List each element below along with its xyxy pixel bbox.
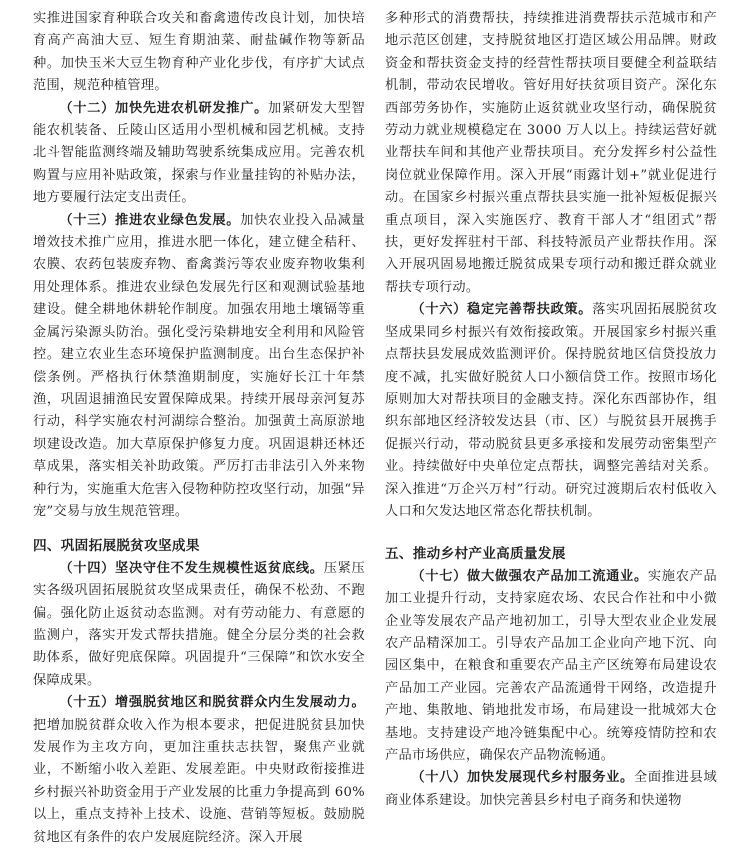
paragraph-12-text: 加紧研发大型智能农机装备、丘陵山区适用小型机械和园艺机械。支持北斗智能监测终端及辅助驾驶系统集成应用。完善农机购置与应用补贴政策，探索与作业量挂钩的补贴办法，地方要履行法定支出责任。 bbox=[33, 100, 365, 206]
paragraph-13-text: 加快农业投入品减量增效技术推广应用，推进水肥一体化，建立健全秸秆、农膜、农药包装废弃物、畜禽粪污等农业废弃物收集利用处理体系。推进农业绿色发展先行区和观测试验基地建设。健全耕地休耕轮作制度。加强农用地土壤镉等重金属污染源头防治。强化受污染耕地安全利用和风险管控。建立农业生态环境保护监测制度。出台生态保护补偿条例。严格执行休禁渔期制度，实施好长江十年禁渔，巩固退捕渔民安置保障成果。持续开展母亲河复苏行动，科学实施农村河湖综合整治。加强黄土高原淤地坝建设改造。加大草原保护修复力度。巩固退耕还林还草成果，落实相关补助政策。严厉打击非法引入外来物种行为，实施重大危害入侵物种防控攻坚行动，加强“异宠”交易与放生规范管理。 bbox=[33, 212, 366, 519]
paragraph-18-text: 全面推进县域商业体系建设。加快完善县乡村电子商务和快递物 bbox=[385, 770, 717, 808]
left-column bbox=[33, 8, 365, 849]
heading-12: （十二）加快先进农机研发推广。 bbox=[59, 100, 269, 116]
heading-18: （十八）加快发展现代乡村服务业。 bbox=[411, 770, 634, 786]
paragraph-15-text: 把增加脱贫群众收入作为根本要求，把促进脱贫县加快发展作为主攻方向，更加注重扶志扶智，聚焦产业就业，不断缩小收入差距、发展差距。中央财政衔接推进乡村振兴补助资金用于产业发展的比重力争提高到 60% 以上，重点支持补上技术、设施、营销等短板。鼓励脱贫地区有条件的农户发展庭院经济。深入开展 bbox=[33, 717, 365, 845]
heading-14: （十四）坚决守住不发生规模性返贫底线。 bbox=[59, 560, 324, 576]
paragraph-18 bbox=[385, 767, 717, 812]
paragraph-15 bbox=[33, 692, 365, 849]
paragraph-12 bbox=[33, 98, 365, 210]
section-5-title: 五、推动乡村产业高质量发展 bbox=[385, 546, 566, 563]
paragraph-17 bbox=[385, 566, 717, 768]
heading-15: （十五）增强脱贫地区和脱贫群众内生发展动力。 bbox=[59, 695, 365, 711]
paragraph-17-text: 实施农产品加工业提升行动，支持家庭农场、农民合作社和中小微企业等发展农产品产地初加工，引导大型农业企业发展农产品精深加工。引导农产品加工企业向产地下沉、向园区集中，在粮食和重要农产品主产区统筹布局建设农产品加工产业园。完善农产品流通骨干网络，改造提升产地、集散地、销地批发市场，布局建设一批城郊大仓基地。支持建设产地冷链集配中心。统筹疫情防控和农产品市场供应，确保农产品物流畅通。 bbox=[385, 568, 718, 763]
section-4-title: 四、巩固拓展脱贫攻坚成果 bbox=[33, 538, 200, 555]
heading-16: （十六）稳定完善帮扶政策。 bbox=[411, 302, 593, 318]
paragraph-13 bbox=[33, 210, 365, 524]
paragraph-14-text: 压紧压实各级巩固拓展脱贫攻坚成果责任，确保不松劲、不跑偏。强化防止返贫动态监测。对有劳动能力、有意愿的监测户，落实开发式帮扶措施。健全分层分类的社会救助体系，做好兜底保障。巩固提升“三保障”和饮水安全保障成果。 bbox=[33, 560, 365, 688]
paragraph-15-cont: 多种形式的消费帮扶，持续推进消费帮扶示范城市和产地示范区创建，支持脱贫地区打造区域公用品牌。财政资金和帮扶资金支持的经营性帮扶项目要健全利益联结机制，带动农民增收。管好用好扶贫项目资产。深化东西部劳务协作，实施防止返贫就业攻坚行动，确保脱贫劳动力就业规模稳定在 3000 万人以上。持续运营好就业帮扶车间和其他产业帮扶项目。充分发挥乡村公益性岗位就业保障作用。深入开展“雨露计划+”就业促进行动。在国家乡村振兴重点帮扶县实施一批补短板促振兴重点项目，深入实施医疗、教育干部人才“组团式”帮扶，更好发挥驻村干部、科技特派员产业帮扶作用。深入开展巩固易地搬迁脱贫成果专项行动和搬迁群众就业帮扶专项行动。 bbox=[385, 11, 717, 295]
paragraph-14 bbox=[33, 558, 365, 692]
heading-13: （十三）推进农业绿色发展。 bbox=[59, 212, 241, 228]
heading-17: （十七）做大做强农产品加工流通业。 bbox=[411, 568, 648, 584]
right-column bbox=[385, 8, 717, 812]
paragraph-16-text: 落实巩固拓展脱贫攻坚成果同乡村振兴有效衔接政策。开展国家乡村振兴重点帮扶县发展成效监测评价。保持脱贫地区信贷投放力度不减，扎实做好脱贫人口小额信贷工作。按照市场化原则加大对帮扶项目的金融支持。深化东西部协作，组织东部地区经济较发达县（市、区）与脱贫县开展携手促振兴行动，带动脱贫县更多承接和发展劳动密集型产业。持续做好中央单位定点帮扶，调整完善结对关系。深入推进“万企兴万村”行动。研究过渡期后农村低收入人口和欠发达地区常态化帮扶机制。 bbox=[385, 302, 718, 519]
paragraph-seed-breeding-cont: 实推进国家育种联合攻关和畜禽遗传改良计划，加快培育高产高油大豆、短生育期油菜、耐盐碱作物等新品种。加快玉米大豆生物育种产业化步伐，有序扩大试点范围，规范种植管理。 bbox=[33, 11, 365, 94]
paragraph-16 bbox=[385, 299, 717, 523]
